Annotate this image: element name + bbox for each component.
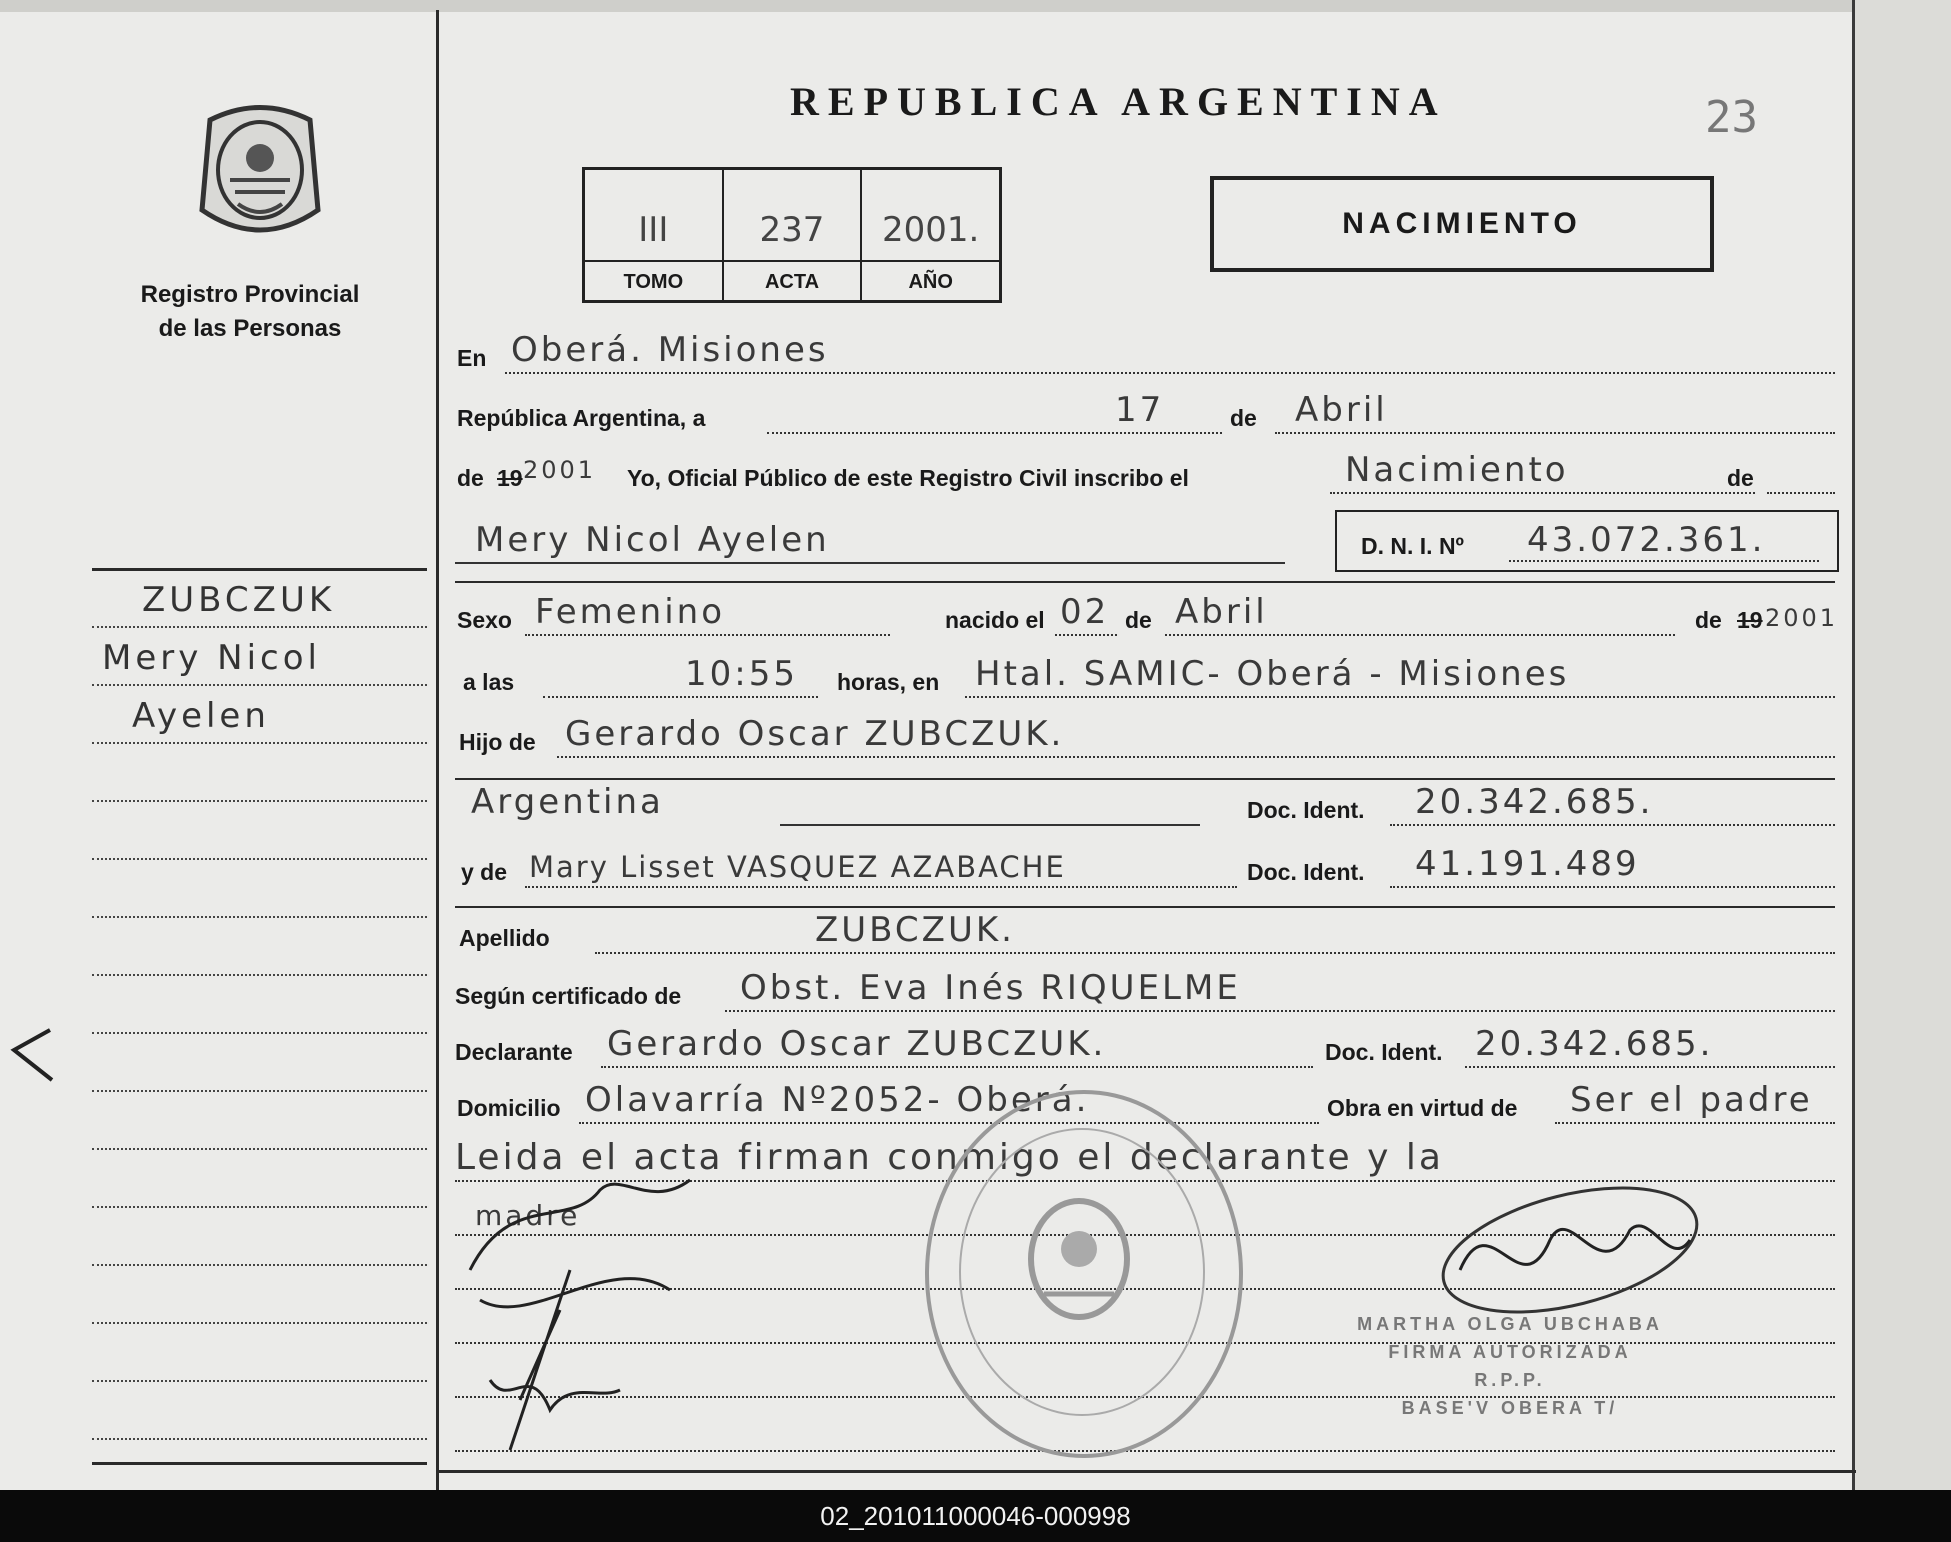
- mother-doc: 41.191.489: [1415, 844, 1640, 884]
- doc-label-mother: Doc. Ident.: [1247, 859, 1365, 885]
- margin-surname: ZUBCZUK: [142, 580, 336, 620]
- tomo-value: III: [585, 210, 722, 262]
- dni-label: D. N. I. Nº: [1361, 533, 1464, 559]
- margin-bottom-rule: [92, 1462, 427, 1465]
- dni-box: [1335, 510, 1839, 572]
- section-rule: [455, 906, 1835, 908]
- margin-third-name: Ayelen: [132, 696, 270, 736]
- margin-line: [92, 570, 427, 628]
- certificate-value: Obst. Eva Inés RIQUELME: [740, 968, 1241, 1008]
- de-label-2: de: [1727, 465, 1754, 491]
- birth-year-printed: 19: [1737, 607, 1763, 633]
- father-nationality: Argentina: [471, 782, 664, 822]
- margin-line: [92, 860, 427, 918]
- act-type-box: NACIMIENTO: [1210, 176, 1714, 272]
- year-prefix-label: de: [457, 465, 484, 491]
- margin-line: [92, 1092, 427, 1150]
- authority-block: [1300, 1310, 1720, 1422]
- madre-word: madre: [475, 1199, 581, 1232]
- column-divider: [436, 10, 439, 1490]
- declarante-doc: 20.342.685.: [1475, 1024, 1714, 1064]
- row-father-doc: [455, 782, 1835, 830]
- row-declarant: [455, 1024, 1835, 1072]
- row-place: [455, 330, 1835, 378]
- margin-line: [92, 628, 427, 686]
- bottom-rule: [436, 1470, 1856, 1473]
- acta-label: ACTA: [764, 271, 820, 293]
- country-title: REPUBLICA ARGENTINA: [790, 79, 1447, 124]
- provincial-seal-icon: [190, 100, 330, 250]
- a-las-label: a las: [463, 669, 515, 695]
- margin-line: [92, 1150, 427, 1208]
- ano-cell: [862, 170, 999, 300]
- record-reference-box: [582, 167, 1002, 303]
- time-value: 10:55: [685, 654, 798, 694]
- inscribe-value: Nacimiento: [1345, 450, 1569, 490]
- republica-label: República Argentina, a: [457, 405, 706, 431]
- margin-first-names: Mery Nicol: [102, 638, 321, 678]
- year-value: 2001: [523, 456, 597, 484]
- row-sex-birth: [455, 592, 1839, 640]
- y-de-label: y de: [461, 859, 508, 885]
- folio-number: 23: [1705, 92, 1758, 143]
- ano-label: AÑO: [908, 271, 953, 293]
- apellido-fill-line: [595, 912, 1835, 954]
- row-apellido: [455, 910, 1835, 958]
- row-time-place: [455, 654, 1835, 702]
- month-value: Abril: [1295, 390, 1388, 430]
- en-value: Oberá. Misiones: [511, 330, 829, 370]
- father-name: Gerardo Oscar ZUBCZUK.: [565, 714, 1065, 754]
- margin-line: [92, 1382, 427, 1440]
- registrar-statement: Yo, Oficial Público de este Registro Civil inscribo el: [627, 465, 1189, 491]
- section-rule: [455, 778, 1835, 780]
- nacido-label: nacido el: [945, 607, 1045, 633]
- margin-line: [92, 1266, 427, 1324]
- domicilio-label: Domicilio: [457, 1095, 561, 1121]
- margin-line: [92, 918, 427, 976]
- registry-title: [90, 278, 410, 346]
- mother-name: Mary Lisset VASQUEZ AZABACHE: [529, 850, 1066, 884]
- official-stamp: [925, 1090, 1243, 1458]
- margin-line: [92, 802, 427, 860]
- birthplace-value: Htal. SAMIC- Oberá - Misiones: [975, 654, 1570, 694]
- obra-value: Ser el padre: [1570, 1080, 1813, 1120]
- sexo-value: Femenino: [535, 592, 725, 632]
- reading-statement: Leida el acta firman conmigo el declarante y la: [455, 1137, 1444, 1178]
- declarant-signature-icon: [450, 1150, 750, 1450]
- tomo-label: TOMO: [623, 271, 684, 293]
- day-value: 17: [1115, 390, 1165, 430]
- authority-office: BASE'V OBERA T/: [1401, 1398, 1619, 1418]
- margin-line: [92, 744, 427, 802]
- row-registrar: [455, 450, 1835, 498]
- obra-label: Obra en virtud de: [1327, 1095, 1518, 1121]
- margin-line: [92, 976, 427, 1034]
- doc-label-declarant: Doc. Ident.: [1325, 1039, 1443, 1065]
- declarante-value: Gerardo Oscar ZUBCZUK.: [607, 1024, 1107, 1064]
- margin-note-lines: [92, 570, 427, 1440]
- year-printed: 19: [497, 465, 523, 491]
- row-child-name: [455, 510, 1835, 568]
- birth-year-label: de: [1695, 607, 1722, 633]
- row-father: [455, 714, 1835, 762]
- row-certificate: [455, 968, 1835, 1016]
- en-label: En: [457, 345, 487, 371]
- margin-line: [92, 1034, 427, 1092]
- page-top-edge: [0, 0, 1951, 12]
- birth-month: Abril: [1175, 592, 1268, 632]
- acta-value: 237: [724, 210, 861, 262]
- birth-day: 02: [1060, 592, 1110, 632]
- declarante-label: Declarante: [455, 1039, 573, 1065]
- margin-line: [92, 1208, 427, 1266]
- scan-identifier: 02_201011000046-000998: [820, 1501, 1131, 1531]
- acta-cell: [724, 170, 863, 300]
- section-rule: [455, 581, 1835, 583]
- apellido-value: ZUBCZUK.: [815, 910, 1015, 950]
- authority-org: R.P.P.: [1474, 1370, 1546, 1390]
- de-fill-line: [1767, 452, 1835, 494]
- birth-de-label: de: [1125, 607, 1152, 633]
- doc-label-father: Doc. Ident.: [1247, 797, 1365, 823]
- margin-line: [92, 686, 427, 744]
- birth-year-value: 2001: [1765, 604, 1839, 632]
- domicilio-value: Olavarría Nº2052- Oberá.: [585, 1080, 1090, 1120]
- sexo-label: Sexo: [457, 607, 512, 633]
- registry-title-line2: de las Personas: [158, 315, 342, 342]
- dni-value: 43.072.361.: [1527, 520, 1766, 560]
- ano-value: 2001.: [862, 210, 999, 262]
- father-doc: 20.342.685.: [1415, 782, 1654, 822]
- margin-arrow-icon: [0, 1020, 60, 1090]
- nationality-line: [780, 784, 1200, 826]
- de-label: de: [1230, 405, 1257, 431]
- authority-name: MARTHA OLGA UBCHABA: [1357, 1314, 1663, 1334]
- segun-label: Según certificado de: [455, 983, 682, 1009]
- stamp-emblem-icon: [929, 1094, 1239, 1454]
- tomo-cell: [585, 170, 724, 300]
- authority-role: FIRMA AUTORIZADA: [1388, 1342, 1632, 1362]
- apellido-label: Apellido: [459, 925, 550, 951]
- hijo-label: Hijo de: [459, 729, 536, 755]
- page-right-edge: [1852, 0, 1951, 1490]
- row-mother: [455, 844, 1835, 892]
- margin-line: [92, 1324, 427, 1382]
- horas-label: horas, en: [837, 669, 940, 695]
- registry-title-line1: Registro Provincial: [140, 281, 360, 308]
- row-date: [455, 390, 1835, 438]
- child-name: Mery Nicol Ayelen: [475, 520, 830, 560]
